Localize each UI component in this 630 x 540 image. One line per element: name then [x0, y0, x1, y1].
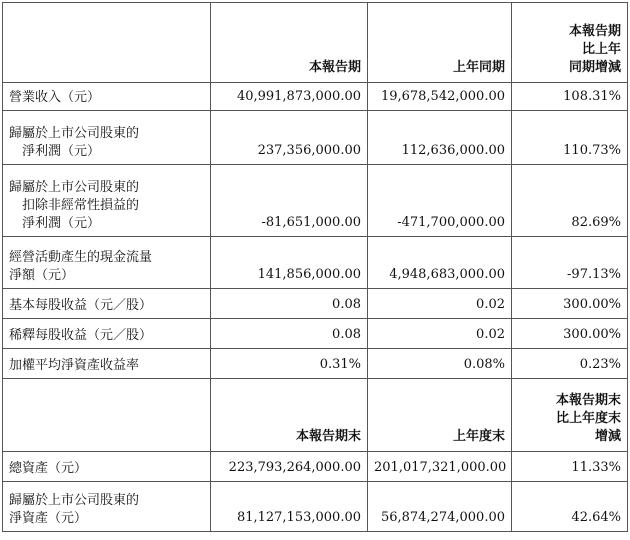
current-value: 0.08	[211, 289, 368, 319]
row-label-line: 扣除非經常性損益的	[22, 198, 140, 213]
previous-value: 4,948,683,000.00	[368, 237, 512, 289]
row-label-line: 總資產（元）	[9, 461, 88, 476]
row-label-line: 基本每股收益（元／股）	[9, 298, 153, 313]
current-value: 0.08	[211, 319, 368, 349]
header-current-period: 本報告期	[211, 3, 368, 83]
row-label-line: 淨資產（元）	[9, 511, 88, 526]
table-row	[3, 452, 628, 482]
current-value: 0.31%	[211, 349, 368, 379]
previous-value: 56,874,274,000.00	[368, 482, 512, 532]
row-label	[3, 452, 211, 482]
row-label-line: 經營活動產生的現金流量	[9, 250, 153, 265]
header-change-line: 同期增減	[568, 60, 621, 75]
previous-value: 201,017,321,000.00	[368, 452, 512, 482]
change-value: 108.31%	[512, 83, 628, 111]
current-value: 81,127,153,000.00	[211, 482, 368, 532]
current-value: 40,991,873,000.00	[211, 83, 368, 111]
header-current-period-end: 本報告期末	[211, 379, 368, 452]
row-label-line: 淨額（元）	[9, 268, 75, 283]
header-row-period	[3, 3, 628, 83]
change-value: 300.00%	[512, 319, 628, 349]
row-label-line: 淨利潤（元）	[22, 144, 101, 159]
row-label	[3, 482, 211, 532]
header-change-line: 增減	[594, 429, 621, 444]
change-value: -97.13%	[512, 237, 628, 289]
table-row	[3, 237, 628, 289]
financial-table	[2, 2, 628, 532]
header-change-line: 本報告期	[568, 24, 621, 39]
current-value: 237,356,000.00	[211, 111, 368, 165]
header-empty-cell	[3, 379, 211, 452]
change-value: 82.69%	[512, 165, 628, 237]
row-label-line: 營業收入（元）	[9, 90, 101, 105]
change-value: 0.23%	[512, 349, 628, 379]
current-value: 141,856,000.00	[211, 237, 368, 289]
financial-summary	[2, 2, 628, 532]
table-row	[3, 83, 628, 111]
table-row	[3, 289, 628, 319]
previous-value: 0.02	[368, 319, 512, 349]
row-label	[3, 319, 211, 349]
change-value: 42.64%	[512, 482, 628, 532]
row-label-line: 歸屬於上市公司股東的	[9, 493, 140, 508]
row-label-line: 加權平均淨資產收益率	[9, 358, 140, 373]
row-label-line: 歸屬於上市公司股東的	[9, 180, 140, 195]
current-value: 223,793,264,000.00	[211, 452, 368, 482]
table-row	[3, 111, 628, 165]
table-row	[3, 319, 628, 349]
table-row	[3, 349, 628, 379]
previous-value: 112,636,000.00	[368, 111, 512, 165]
row-label-line: 淨利潤（元）	[22, 216, 101, 231]
header-change-line: 本報告期末	[555, 393, 621, 408]
header-empty-cell	[3, 3, 211, 83]
header-change-line: 比上年度末	[555, 411, 621, 426]
row-label-line: 稀釋每股收益（元／股）	[9, 328, 153, 343]
previous-value: 0.08%	[368, 349, 512, 379]
change-value: 11.33%	[512, 452, 628, 482]
previous-value: 19,678,542,000.00	[368, 83, 512, 111]
row-label	[3, 237, 211, 289]
header-previous-period: 上年同期	[368, 3, 512, 83]
row-label-line: 歸屬於上市公司股東的	[9, 126, 140, 141]
table-row	[3, 482, 628, 532]
row-label	[3, 289, 211, 319]
table-row	[3, 165, 628, 237]
change-value: 300.00%	[512, 289, 628, 319]
current-value: -81,651,000.00	[211, 165, 368, 237]
header-previous-year-end: 上年度末	[368, 379, 512, 452]
header-row-period-end	[3, 379, 628, 452]
row-label	[3, 111, 211, 165]
header-change-period	[512, 3, 628, 83]
row-label	[3, 349, 211, 379]
previous-value: -471,700,000.00	[368, 165, 512, 237]
change-value: 110.73%	[512, 111, 628, 165]
row-label	[3, 165, 211, 237]
header-change-line: 比上年	[581, 42, 621, 57]
header-change-period-end	[512, 379, 628, 452]
row-label	[3, 83, 211, 111]
previous-value: 0.02	[368, 289, 512, 319]
